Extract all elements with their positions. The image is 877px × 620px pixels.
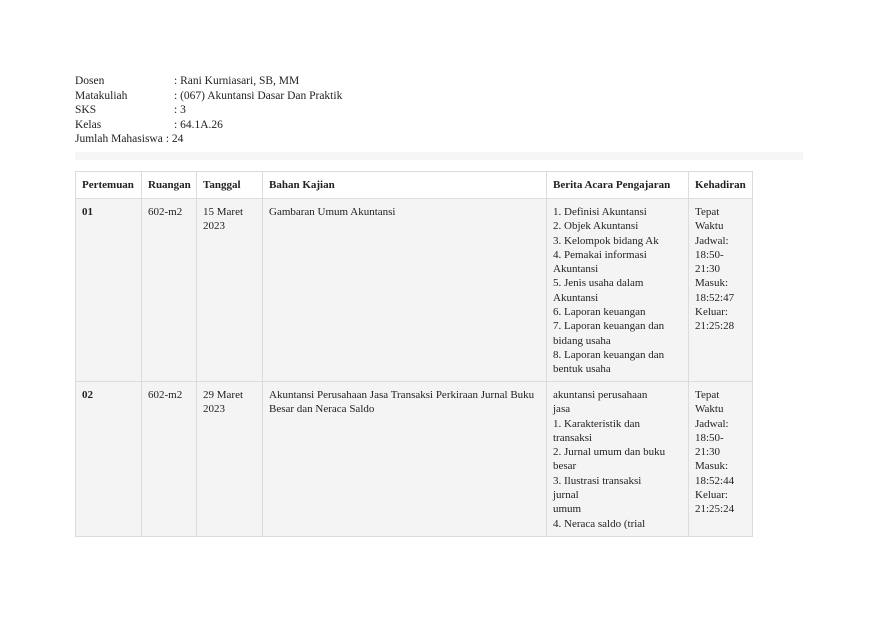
kehadiran-line: 18:52:44 bbox=[695, 474, 735, 487]
kehadiran-line: 18:50- bbox=[695, 248, 724, 261]
berita-line: 1. Karakteristik dan bbox=[553, 417, 641, 430]
kehadiran-line: 18:50- bbox=[695, 431, 724, 444]
berita-line: akuntansi perusahaan bbox=[553, 389, 648, 401]
kehadiran-line: Tepat bbox=[695, 206, 720, 218]
info-row-dosen bbox=[75, 74, 342, 89]
kehadiran-line: 21:30 bbox=[695, 263, 721, 276]
cell-kehadiran bbox=[689, 199, 753, 382]
cell-berita-acara bbox=[547, 199, 689, 382]
berita-line: 5. Jenis usaha dalam bbox=[553, 277, 644, 290]
kehadiran-line: Masuk: bbox=[695, 277, 728, 290]
berita-line: besar bbox=[553, 460, 577, 473]
berita-line: Akuntansi bbox=[553, 291, 599, 304]
header-ruangan: Ruangan bbox=[142, 172, 197, 199]
meeting-table bbox=[75, 171, 753, 537]
section-divider bbox=[75, 152, 803, 160]
berita-line: Akuntansi bbox=[553, 263, 599, 276]
kehadiran-line: Keluar: bbox=[695, 306, 728, 319]
info-row-matakuliah bbox=[75, 89, 342, 104]
dosen-label: Dosen bbox=[75, 75, 105, 87]
cell-pertemuan: 01 bbox=[76, 199, 142, 382]
kehadiran-line: Waktu bbox=[695, 220, 724, 233]
header-tanggal: Tanggal bbox=[197, 172, 263, 199]
info-row-sks bbox=[75, 103, 342, 118]
berita-line: jurnal bbox=[553, 489, 579, 502]
kehadiran-line: Jadwal: bbox=[695, 417, 729, 430]
cell-kehadiran bbox=[689, 382, 753, 537]
berita-line: bidang usaha bbox=[553, 334, 611, 347]
kehadiran-line: Keluar: bbox=[695, 489, 728, 502]
table-row bbox=[76, 382, 753, 537]
matakuliah-label: Matakuliah bbox=[75, 89, 128, 102]
berita-line: umum bbox=[553, 503, 582, 516]
info-row-kelas bbox=[75, 118, 342, 133]
berita-line: 1. Definisi Akuntansi bbox=[553, 206, 647, 218]
table-header-row bbox=[76, 172, 753, 199]
kehadiran-line: 21:25:28 bbox=[695, 320, 735, 333]
header-berita-acara: Berita Acara Pengajaran bbox=[547, 172, 689, 199]
header-pertemuan: Pertemuan bbox=[76, 172, 142, 199]
cell-tanggal bbox=[197, 382, 263, 537]
tanggal-line: 2023 bbox=[203, 220, 225, 233]
sks-value: : 3 bbox=[174, 104, 186, 117]
berita-line: 7. Laporan keuangan dan bbox=[553, 320, 665, 333]
tanggal-line: 15 Maret bbox=[203, 206, 244, 218]
cell-pertemuan: 02 bbox=[76, 382, 142, 537]
kehadiran-line: Tepat bbox=[695, 389, 720, 401]
jumlah-label: Jumlah Mahasiswa bbox=[75, 133, 163, 146]
berita-line: 2. Jurnal umum dan buku bbox=[553, 446, 666, 459]
berita-line: 4. Neraca saldo (trial bbox=[553, 517, 646, 530]
berita-line: 3. Kelompok bidang Ak bbox=[553, 234, 659, 247]
dosen-value: : Rani Kurniasari, SB, MM bbox=[174, 75, 300, 87]
header-bahan-kajian: Bahan Kajian bbox=[263, 172, 547, 199]
kehadiran-line: 18:52:47 bbox=[695, 291, 735, 304]
cell-ruangan: 602-m2 bbox=[142, 199, 197, 382]
kehadiran-line: 21:30 bbox=[695, 446, 721, 459]
berita-line: 8. Laporan keuangan dan bbox=[553, 348, 665, 361]
berita-line: 2. Objek Akuntansi bbox=[553, 220, 639, 233]
header-kehadiran: Kehadiran bbox=[689, 172, 753, 199]
kehadiran-line: Masuk: bbox=[695, 460, 728, 473]
tanggal-line: 2023 bbox=[203, 403, 225, 416]
berita-line: jasa bbox=[553, 403, 571, 416]
kelas-value: : 64.1A.26 bbox=[174, 118, 223, 131]
kehadiran-line: Waktu bbox=[695, 403, 724, 416]
cell-bahan-kajian: Akuntansi Perusahaan Jasa Transaksi Perkiraan Jurnal Buku Besar dan Neraca Saldo bbox=[263, 382, 547, 537]
cell-tanggal bbox=[197, 199, 263, 382]
jumlah-value: : 24 bbox=[165, 133, 184, 146]
kehadiran-line: Jadwal: bbox=[695, 234, 729, 247]
berita-line: transaksi bbox=[553, 431, 593, 444]
cell-berita-acara bbox=[547, 382, 689, 537]
berita-line: bentuk usaha bbox=[553, 363, 611, 376]
matakuliah-value: : (067) Akuntansi Dasar Dan Praktik bbox=[174, 89, 343, 102]
table-row bbox=[76, 199, 753, 382]
kelas-label: Kelas bbox=[75, 118, 102, 131]
cell-ruangan: 602-m2 bbox=[142, 382, 197, 537]
kehadiran-line: 21:25:24 bbox=[695, 503, 735, 516]
berita-line: 4. Pemakai informasi bbox=[553, 248, 647, 261]
tanggal-line: 29 Maret bbox=[203, 389, 244, 401]
berita-line: 6. Laporan keuangan bbox=[553, 306, 646, 319]
course-info bbox=[75, 74, 342, 147]
info-row-jumlah bbox=[75, 132, 342, 147]
cell-bahan-kajian: Gambaran Umum Akuntansi bbox=[263, 199, 547, 382]
sks-label: SKS bbox=[75, 104, 97, 117]
berita-line: 3. Ilustrasi transaksi bbox=[553, 474, 642, 487]
